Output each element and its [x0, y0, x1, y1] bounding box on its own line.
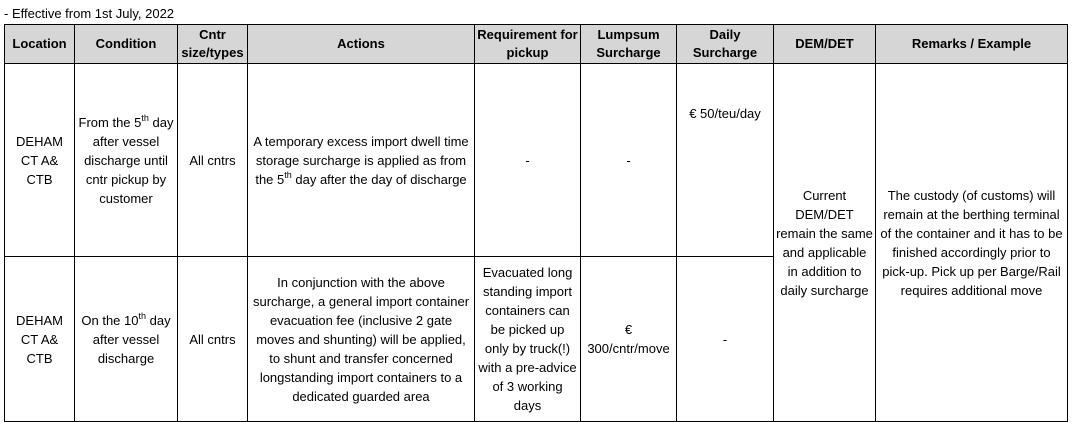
cell-dem-det: Current DEM/DET remain the same and applicable in addition to daily surcharge — [774, 64, 876, 422]
condition-text-start: From the 5 — [78, 114, 142, 130]
header-lumpsum-surcharge: Lumpsum Surcharge — [581, 25, 677, 64]
condition-superscript: th — [138, 310, 147, 321]
effective-date-note: - Effective from 1st July, 2022 — [4, 6, 175, 21]
actions-superscript: th — [284, 169, 292, 180]
actions-text-start: A temporary excess import dwell time storage surcharge is applied as from the 5 — [253, 133, 469, 187]
cell-actions — [248, 64, 475, 257]
header-dem-det: DEM/DET — [774, 25, 876, 64]
cell-condition — [75, 64, 178, 257]
cell-requirement: - — [475, 64, 581, 257]
condition-text-end: day after vessel discharge until cntr pickup by customer — [84, 114, 174, 206]
cell-lumpsum: - — [581, 64, 677, 257]
cell-daily: € 50/teu/day — [677, 64, 774, 257]
cell-cntr-types: All cntrs — [178, 64, 248, 257]
header-row — [5, 25, 1068, 64]
header-daily-surcharge: Daily Surcharge — [677, 25, 774, 64]
cell-lumpsum: € 300/cntr/move — [581, 257, 677, 422]
cell-cntr-types: All cntrs — [178, 257, 248, 422]
header-remarks: Remarks / Example — [876, 25, 1068, 64]
cell-condition — [75, 257, 178, 422]
header-condition: Condition — [75, 25, 178, 64]
surcharge-table — [4, 24, 1068, 422]
condition-superscript: th — [141, 112, 149, 123]
cell-location: DEHAM CT A& CTB — [5, 257, 75, 422]
condition-text-start: On the 10 — [81, 312, 139, 328]
cell-requirement: Evacuated long standing import containers can be picked up only by truck(!) with a pre-advice of 3 working days — [475, 257, 581, 422]
table-row — [5, 64, 1068, 257]
cell-location: DEHAM CT A& CTB — [5, 64, 75, 257]
cell-actions: In conjunction with the above surcharge, a general import container evacuation fee (inclusive 2 gate moves and shunting) will be applied, to shunt and transfer concerned longstanding import containers to a dedicated guarded area — [248, 257, 475, 422]
condition-text-end: day after vessel discharge — [92, 312, 171, 366]
header-requirement-for-pickup: Requirement for pickup — [475, 25, 581, 64]
header-location: Location — [5, 25, 75, 64]
cell-remarks: The custody (of customs) will remain at the berthing terminal of the container and it has to be finished accordingly prior to pick-up. Pick up per Barge/Rail requires additional move — [876, 64, 1068, 422]
actions-text-end: day after the day of discharge — [291, 171, 467, 187]
header-actions: Actions — [248, 25, 475, 64]
header-cntr-size-types: Cntr size/types — [178, 25, 248, 64]
cell-daily: - — [677, 257, 774, 422]
